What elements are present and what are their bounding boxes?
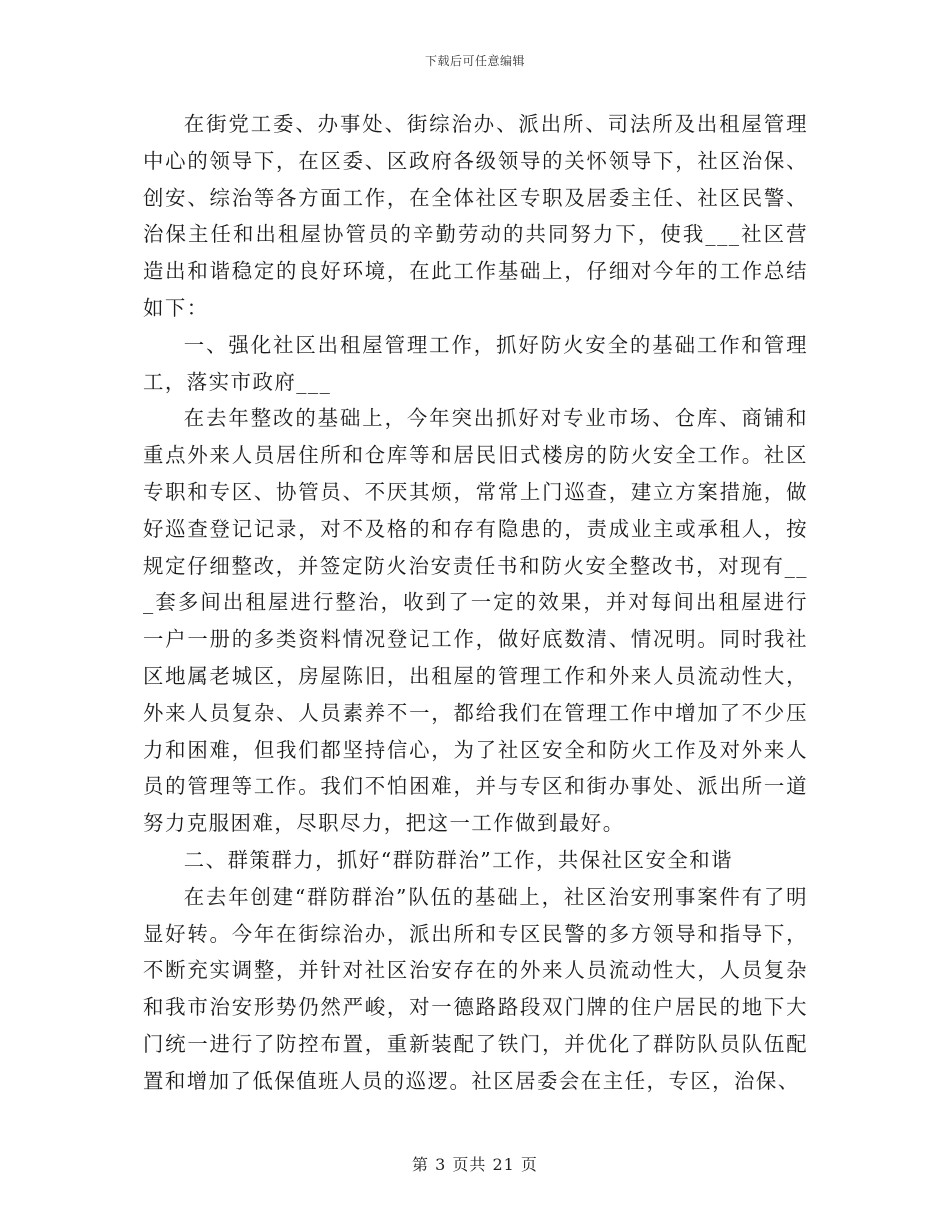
paragraph-section-2: 在去年创建“群防群治”队伍的基础上，社区治安刑事案件有了明显好转。今年在街综治办，派出所和专区民警的多方领导和指导下，不断充实调整，并针对社区治安存在的外来人员流动性大，人员复杂和我市治安形势仍然严峻，对一德路路段双门牌的住户居民的地下大门统一进行了防控布置，重新装配了铁门，并优化了群防队员队伍配置和增加了低保值班人员的巡逻。社区居委会在主任，专区，治保、 bbox=[143, 884, 808, 1093]
page-header: 下载后可任意编辑 bbox=[424, 54, 525, 68]
document-body bbox=[143, 106, 808, 1100]
section-heading-2: 二、群策群力，抓好“群防群治”工作，共保社区安全和谐 bbox=[183, 847, 734, 872]
section-heading-1: 一、强化社区出租屋管理工作，抓好防火安全的基础工作和管理工，落实市政府___ bbox=[143, 332, 808, 394]
paragraph-intro: 在街党工委、办事处、街综治办、派出所、司法所及出租屋管理中心的领导下，在区委、区政府各级领导的关怀领导下，社区治保、创安、综治等各方面工作，在全体社区专职及居委主任、社区民警、治保主任和出租屋协管员的辛勤劳动的共同努力下，使我___社区营造出和谐稳定的良好环境，在此工作基础上，仔细对今年的工作总结如下： bbox=[143, 112, 808, 320]
page-footer: 第 3 页共 21 页 bbox=[412, 1155, 538, 1174]
paragraph-section-1: 在去年整改的基础上，今年突出抓好对专业市场、仓库、商铺和重点外来人员居住所和仓库等和居民旧式楼房的防火安全工作。社区专职和专区、协管员、不厌其烦，常常上门巡查，建立方案措施，做好巡查登记记录，对不及格的和存有隐患的，责成业主或承租人，按规定仔细整改，并签定防火治安责任书和防火安全整改书，对现有___套多间出租屋进行整治，收到了一定的效果，并对每间出租屋进行一户一册的多类资料情况登记工作，做好底数清、情况明。同时我社区地属老城区，房屋陈旧，出租屋的管理工作和外来人员流动性大，外来人员复杂、人员素养不一，都给我们在管理工作中增加了不少压力和困难，但我们都坚持信心，为了社区安全和防火工作及对外来人员的管理等工作。我们不怕困难，并与专区和街办事处、派出所一道努力克服困难，尽职尽力，把这一工作做到最好。 bbox=[143, 406, 808, 836]
